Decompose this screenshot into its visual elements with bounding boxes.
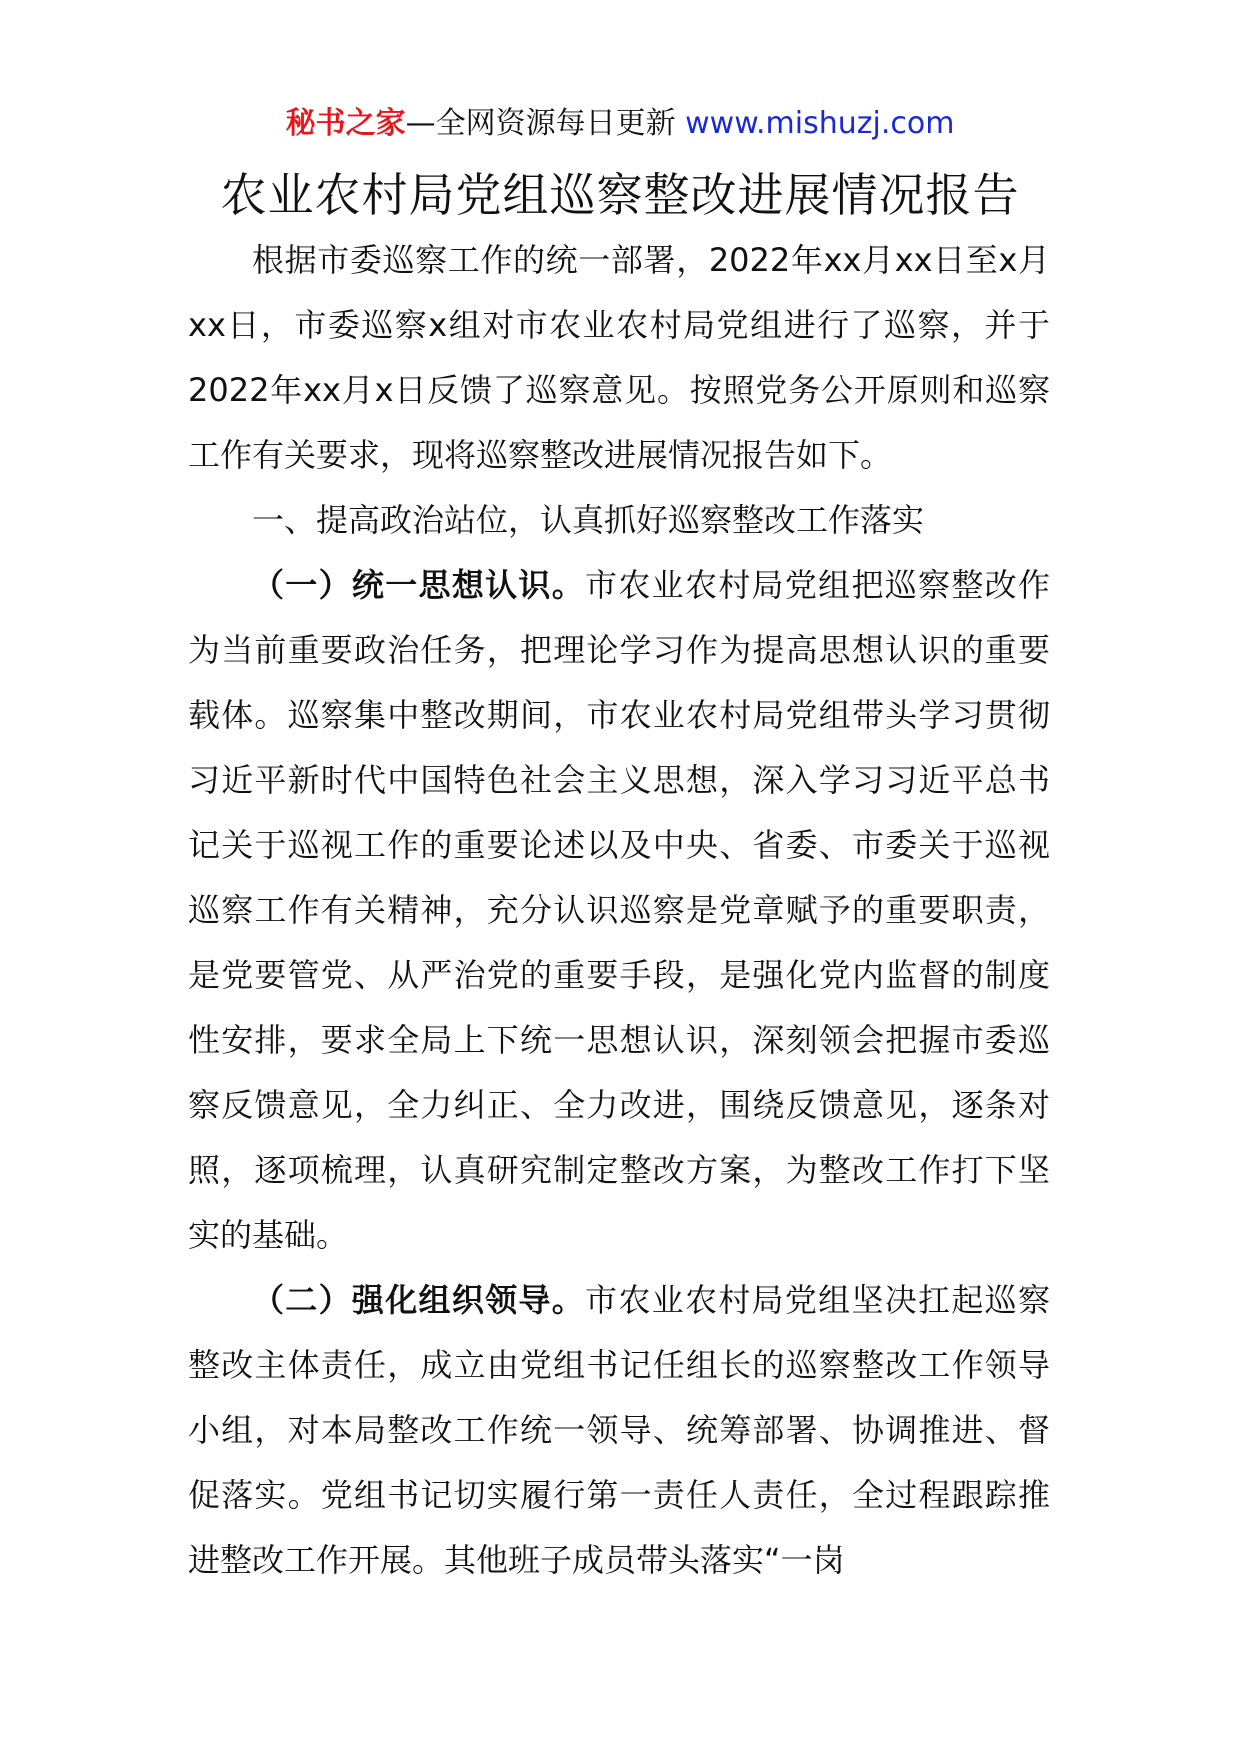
item-paragraph-1: [188, 553, 1050, 1268]
document-title: 农业农村局党组巡察整改进展情况报告: [220, 168, 1020, 222]
intro-paragraph: 根据市委巡察工作的统一部署，2022年xx月xx日至x月xx日，市委巡察x组对市农业农村局党组进行了巡察，并于2022年xx月x日反馈了巡察意见。按照党务公开原则和巡察工作有关要求，现将巡察整改进展情况报告如下。: [188, 241, 1050, 474]
banner-tagline: —全网资源每日更新: [405, 106, 686, 141]
item-paragraph-2: [188, 1268, 1050, 1593]
site-banner: [0, 104, 1240, 144]
section-heading-1: 一、提高政治站位，认真抓好巡察整改工作落实: [252, 501, 925, 539]
item-heading-1: （一）统一思想认识。: [252, 566, 586, 604]
banner-url-link[interactable]: www.mishuzj.com: [685, 106, 955, 141]
document-body: [188, 228, 1050, 1593]
item-body-2: 市农业农村局党组坚决扛起巡察整改主体责任，成立由党组书记任组长的巡察整改工作领导小组，对本局整改工作统一领导、统筹部署、协调推进、督促落实。党组书记切实履行第一责任人责任，全过程跟踪推进整改工作开展。其他班子成员带头落实“一岗: [188, 1281, 1050, 1579]
item-body-1: 市农业农村局党组把巡察整改作为当前重要政治任务，把理论学习作为提高思想认识的重要载体。巡察集中整改期间，市农业农村局党组带头学习贯彻习近平新时代中国特色社会主义思想，深入学习习近平总书记关于巡视工作的重要论述以及中央、省委、市委关于巡视巡察工作有关精神，充分认识巡察是党章赋予的重要职责，是党要管党、从严治党的重要手段，是强化党内监督的制度性安排，要求全局上下统一思想认识，深刻领会把握市委巡察反馈意见，全力纠正、全力改进，围绕反馈意见，逐条对照，逐项梳理，认真研究制定整改方案，为整改工作打下坚实的基础。: [188, 566, 1050, 1254]
item-heading-2: （二）强化组织领导。: [252, 1281, 586, 1319]
banner-brand: 秘书之家: [285, 106, 406, 141]
